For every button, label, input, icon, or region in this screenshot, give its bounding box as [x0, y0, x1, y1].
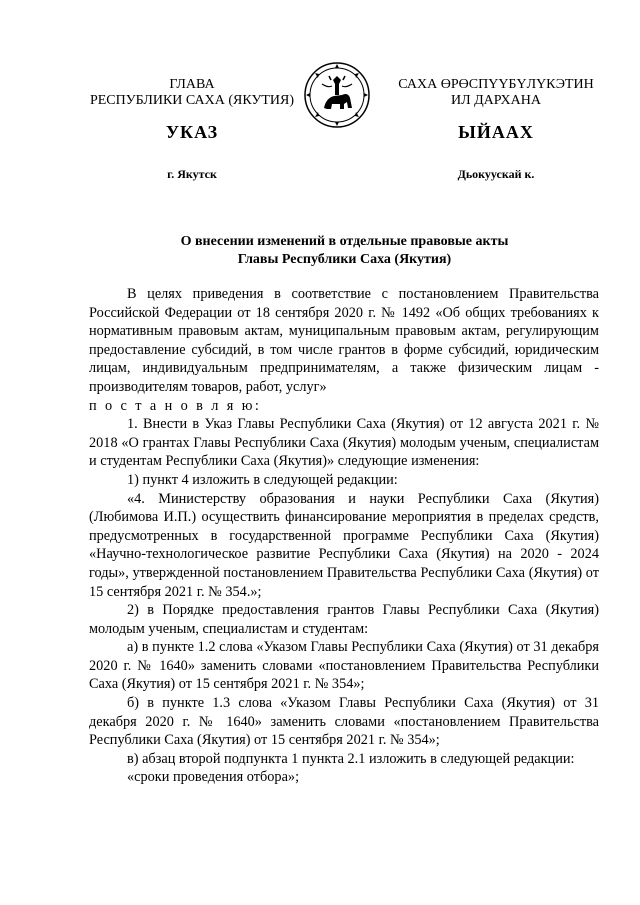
doc-type-sakha: ЫЙААХ	[458, 122, 534, 142]
decree-word: п о с т а н о в л я ю:	[89, 397, 262, 414]
subitem-2b-paragraph: б) в пункте 1.3 слова «Указом Главы Республики Саха (Якутия) от 31 декабря 2020 г. № 1640» заменить словами «постановлением Правительства Республики Саха (Якутия) от 15 сентября 2021 г. № 354»;	[89, 695, 599, 749]
preamble-paragraph: В целях приведения в соответствие с постановлением Правительства Российской Федерации от 18 сентября 2020 г. № 1492 «Об общих требованиях к нормативным правовым актам, муниципальным правовым актам, регулирующим предоставление субсидий, в том числе грантов в форме субсидий, юридическим лицам, индивидуальным предпринимателям, а также физическим лицам - производителям товаров, работ, услуг»	[89, 286, 599, 395]
subitem-2a-paragraph: а) в пункте 1.2 слова «Указом Главы Республики Саха (Якутия) от 31 декабря 2020 г. № 1640» заменить словами «постановлением Правительства Республики Саха (Якутия) от 15 сентября 2021 г. № 354»;	[89, 639, 599, 693]
quoted-deadline-paragraph: «сроки проведения отбора»;	[127, 769, 300, 786]
issuer-right-line1: САХА ӨРӨСПҮҮБҮЛҮКЭТИН	[398, 77, 594, 92]
quoted-point-4-paragraph: «4. Министерству образования и науки Республики Саха (Якутия) (Любимова И.П.) осуществить финансирование мероприятия в пределах средств, предусмотренных в государственной программе Республики Саха (Якутия) «Научно-технологическое развитие Республики Саха (Якутия) на 2020 - 2024 годы», утвержденной постановлением Правительства Республики Саха (Якутия) от 15 сентября 2021 г. № 354.»;	[89, 490, 599, 600]
issuer-left-line2: РЕСПУБЛИКИ САХА (ЯКУТИЯ)	[89, 93, 295, 108]
city-sakha: Дьокуускай к.	[457, 167, 535, 181]
subitem-1-paragraph: 1) пункт 4 изложить в следующей редакции:	[127, 471, 398, 488]
doc-type-ru: УКАЗ	[165, 122, 219, 142]
heading-line1: О внесении изменений в отдельные правовые акты	[180, 234, 509, 249]
issuer-left	[84, 77, 300, 109]
city-ru: г. Якутск	[167, 167, 217, 181]
subitem-2c-paragraph: в) абзац второй подпункта 1 пункта 2.1 изложить в следующей редакции:	[127, 750, 575, 767]
issuer-right-line2: ИЛ ДАРХАНА	[450, 93, 541, 108]
heading-line2: Главы Республики Саха (Якутия)	[237, 252, 452, 267]
document-heading	[84, 233, 605, 269]
document-body	[89, 285, 599, 787]
issuer-left-line1: ГЛАВА	[169, 77, 215, 92]
item-1-paragraph: 1. Внести в Указ Главы Республики Саха (Якутия) от 12 августа 2021 г. № 2018 «О грантах Главы Республики Саха (Якутия) молодым ученым, специалистам и студентам Республики Саха (Якутия)» следующие изменения:	[89, 416, 599, 470]
subitem-2-paragraph: 2) в Порядке предоставления грантов Главы Республики Саха (Якутия) молодым ученым, специалистам и студентам:	[89, 602, 599, 637]
issuer-right	[388, 77, 604, 109]
coat-of-arms-emblem	[304, 62, 370, 128]
